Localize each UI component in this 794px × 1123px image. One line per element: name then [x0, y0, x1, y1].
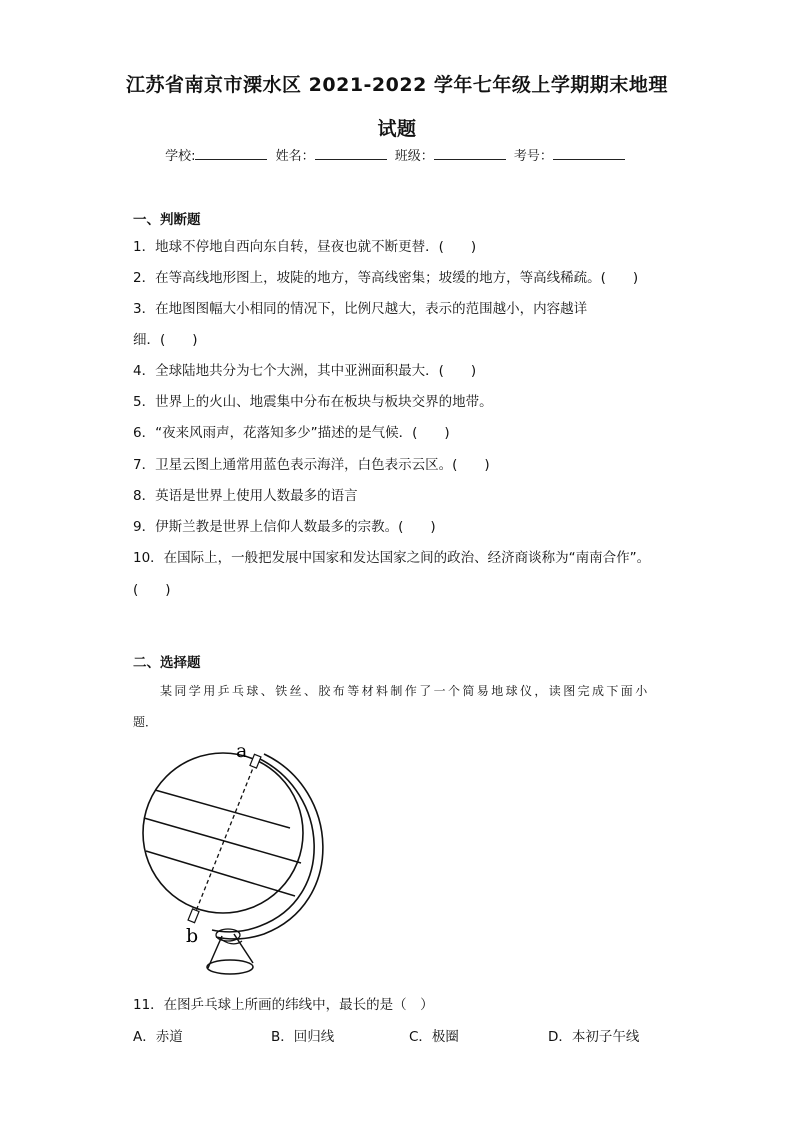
- globe-figure: [130, 738, 330, 978]
- label-a: a: [236, 740, 248, 762]
- option-b[interactable]: B．回归线: [271, 1029, 335, 1045]
- question-line: 9．伊斯兰教是世界上信仰人数最多的宗教。( ): [133, 519, 436, 535]
- class-label: 班级：: [394, 149, 434, 164]
- section-title-judgement: 一、判断题: [133, 212, 201, 228]
- option-c[interactable]: C．极圈: [409, 1029, 459, 1045]
- question-line: 4．全球陆地共分为七个大洲，其中亚洲面积最大．( ): [133, 363, 477, 379]
- question-intro: 某同学用乒乓球、铁丝、胶布等材料制作了一个简易地球仪，读图完成下面小: [160, 684, 650, 698]
- question-line: 8．英语是世界上使用人数最多的语言: [133, 488, 358, 504]
- student-info-row: [0, 145, 794, 164]
- question-line: 5．世界上的火山、地震集中分布在板块与板块交界的地带。: [133, 394, 493, 410]
- question-line: 7．卫星云图上通常用蓝色表示海洋，白色表示云区。( ): [133, 457, 490, 473]
- school-blank[interactable]: [195, 147, 267, 160]
- page-title: 江苏省南京市溧水区 2021-2022 学年七年级上学期期末地理: [126, 74, 668, 96]
- question-line: 6．“夜来风雨声，花落知多少”描述的是气候．( ): [133, 425, 450, 441]
- exam-number-label: 考号：: [513, 149, 553, 164]
- name-label: 姓名：: [275, 149, 315, 164]
- latitude-line: [146, 851, 295, 896]
- option-d[interactable]: D．本初子午线: [548, 1029, 640, 1045]
- question-line: 细．( ): [133, 332, 198, 348]
- label-b: b: [186, 925, 199, 947]
- globe-sphere: [143, 753, 303, 913]
- school-label: 学校:: [165, 149, 196, 164]
- exam-number-blank[interactable]: [553, 147, 625, 160]
- stand-base: [207, 960, 253, 974]
- question-11: 11．在图乒乓球上所画的纬线中，最长的是（ ）: [133, 997, 434, 1013]
- section-title-choice: 二、选择题: [133, 655, 201, 671]
- pin-bottom: [188, 909, 199, 923]
- question-line: ( ): [133, 582, 171, 598]
- earth-axis: [194, 763, 255, 916]
- question-line: 1．地球不停地自西向东自转，昼夜也就不断更替．( ): [133, 239, 477, 255]
- question-line: 10．在国际上，一般把发展中国家和发达国家之间的政治、经济商谈称为“南南合作”。: [133, 550, 651, 566]
- question-intro-cont: 题．: [133, 715, 158, 729]
- pin-top: [250, 754, 261, 768]
- page-title-line2: 试题: [377, 118, 417, 140]
- name-blank[interactable]: [315, 147, 387, 160]
- meridian-ring: [212, 758, 314, 932]
- meridian-ring-outer: [216, 754, 323, 939]
- question-line: 3．在地图图幅大小相同的情况下，比例尺越大，表示的范围越小，内容越详: [133, 301, 588, 317]
- question-line: 2．在等高线地形图上，坡陡的地方，等高线密集；坡缓的地方，等高线稀疏。( ): [133, 270, 639, 286]
- class-blank[interactable]: [434, 147, 506, 160]
- latitude-line: [155, 790, 290, 828]
- option-a[interactable]: A．赤道: [133, 1029, 183, 1045]
